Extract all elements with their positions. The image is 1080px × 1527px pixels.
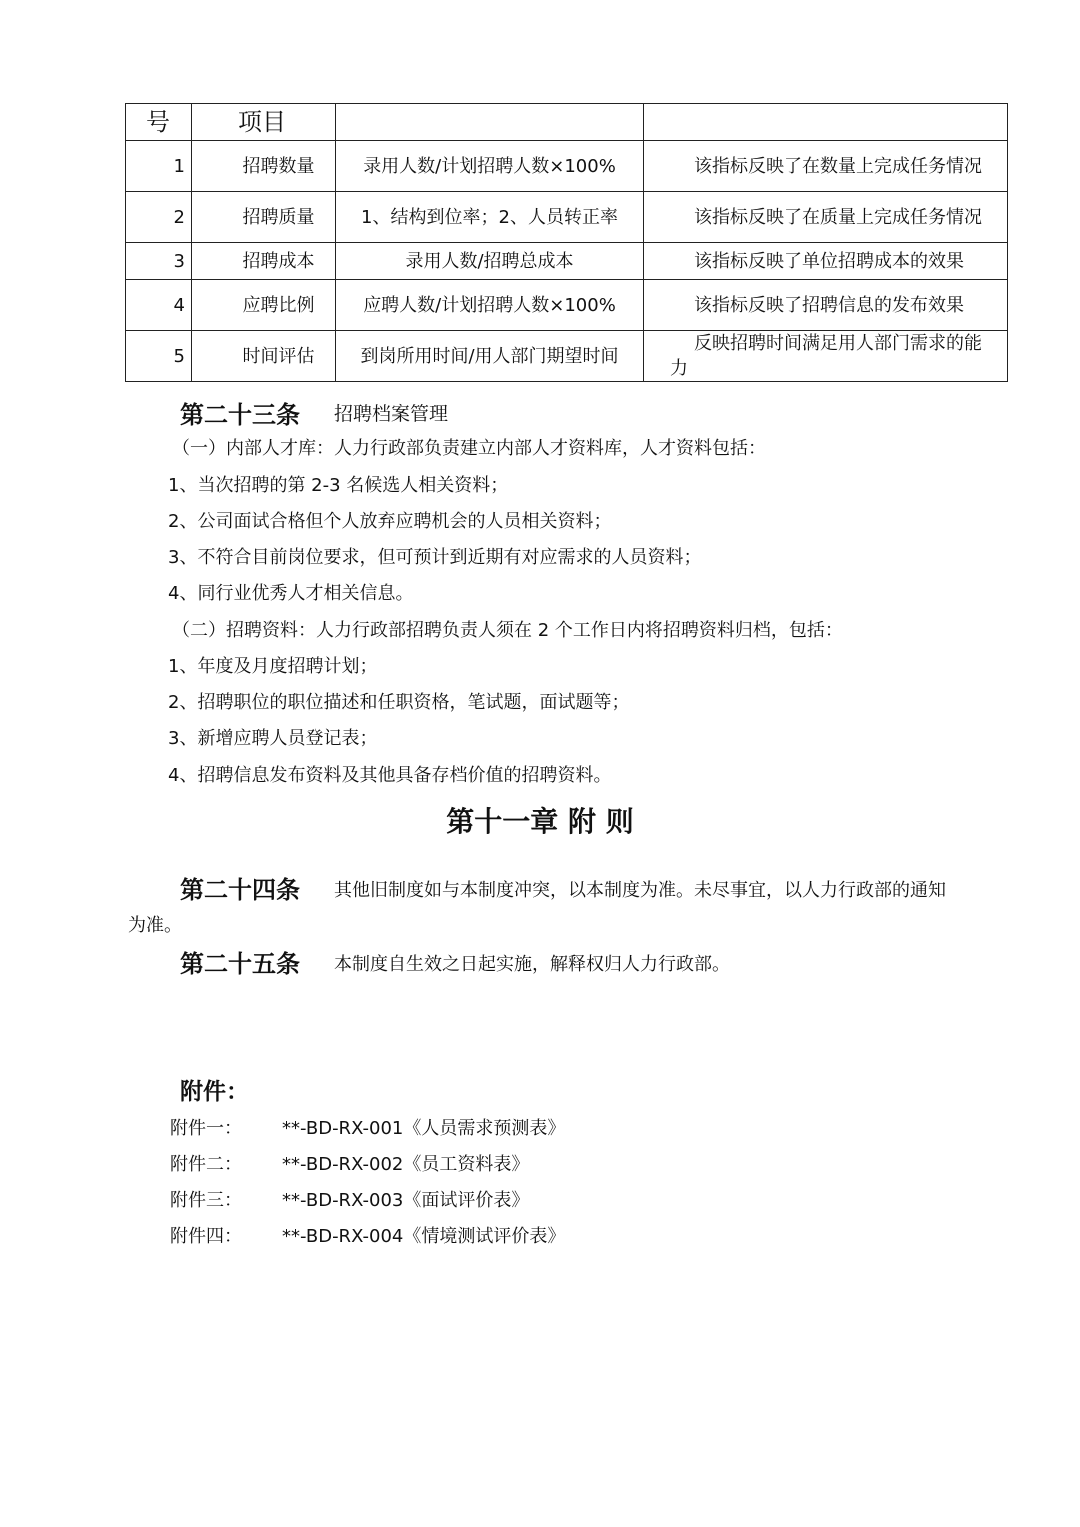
list-item: 1、年度及月度招聘计划；: [168, 656, 378, 677]
attachment-label: 附件一：: [170, 1118, 242, 1139]
header-formula: [336, 104, 644, 141]
row-item: 招聘质量: [192, 192, 336, 243]
table-header-row: [126, 104, 1008, 141]
attachment-code: **-BD-RX-001《人员需求预测表》: [282, 1118, 566, 1139]
attachment-label: 附件三：: [170, 1190, 242, 1211]
attachment-code: **-BD-RX-004《情境测试评价表》: [282, 1226, 566, 1247]
header-no: 号: [126, 104, 192, 141]
article25-title: 第二十五条: [180, 950, 300, 978]
row-desc: 该指标反映了在数量上完成任务情况: [644, 141, 1008, 192]
attachment-label: 附件四：: [170, 1226, 242, 1247]
row-desc: 反映招聘时间满足用人部门需求的能力: [644, 331, 1008, 382]
row-item: 招聘数量: [192, 141, 336, 192]
row-formula: 1、结构到位率；2、人员转正率: [336, 192, 644, 243]
row-desc: 该指标反映了招聘信息的发布效果: [644, 280, 1008, 331]
row-formula: 录用人数/招聘总成本: [336, 243, 644, 280]
article24-text-line1: 其他旧制度如与本制度冲突，以本制度为准。未尽事宜，以人力行政部的通知: [334, 880, 946, 901]
header-item: 项目: [192, 104, 336, 141]
attachments-heading: 附件：: [180, 1079, 249, 1105]
row-desc: 该指标反映了单位招聘成本的效果: [644, 243, 1008, 280]
header-desc: [644, 104, 1008, 141]
article25-text: 本制度自生效之日起实施，解释权归人力行政部。: [334, 954, 730, 975]
list-item: 2、公司面试合格但个人放弃应聘机会的人员相关资料；: [168, 511, 612, 532]
row-no: 3: [126, 243, 192, 280]
article23-title: 第二十三条: [180, 401, 300, 429]
row-item: 时间评估: [192, 331, 336, 382]
list-item: 3、新增应聘人员登记表；: [168, 728, 378, 749]
article24-title: 第二十四条: [180, 876, 300, 904]
row-item: 应聘比例: [192, 280, 336, 331]
row-formula: 到岗所用时间/用人部门期望时间: [336, 331, 644, 382]
list-item: 4、同行业优秀人才相关信息。: [168, 583, 414, 604]
row-no: 5: [126, 331, 192, 382]
attachment-code: **-BD-RX-003《面试评价表》: [282, 1190, 530, 1211]
list-item: 1、当次招聘的第 2-3 名候选人相关资料；: [168, 475, 509, 496]
table-row: [126, 280, 1008, 331]
row-desc: 该指标反映了在质量上完成任务情况: [644, 192, 1008, 243]
chapter-title: 第十一章 附 则: [446, 805, 634, 838]
table-row: [126, 243, 1008, 280]
attachment-code: **-BD-RX-002《员工资料表》: [282, 1154, 530, 1175]
row-item: 招聘成本: [192, 243, 336, 280]
row-no: 2: [126, 192, 192, 243]
table-row: [126, 141, 1008, 192]
table-row: [126, 192, 1008, 243]
article23-part1-heading: （一）内部人才库：人力行政部负责建立内部人才资料库，人才资料包括：: [172, 438, 766, 459]
list-item: 3、不符合目前岗位要求，但可预计到近期有对应需求的人员资料；: [168, 547, 702, 568]
row-no: 1: [126, 141, 192, 192]
article23-subtitle: 招聘档案管理: [334, 403, 449, 425]
article23-part2-heading: （二）招聘资料：人力行政部招聘负责人须在 2 个工作日内将招聘资料归档，包括：: [172, 620, 843, 641]
table-row: [126, 331, 1008, 382]
recruitment-metrics-table: [125, 103, 1008, 382]
row-no: 4: [126, 280, 192, 331]
article24-text-line2: 为准。: [128, 915, 182, 936]
row-formula: 应聘人数/计划招聘人数×100%: [336, 280, 644, 331]
attachment-label: 附件二：: [170, 1154, 242, 1175]
row-formula: 录用人数/计划招聘人数×100%: [336, 141, 644, 192]
list-item: 4、招聘信息发布资料及其他具备存档价值的招聘资料。: [168, 765, 612, 786]
list-item: 2、招聘职位的职位描述和任职资格，笔试题，面试题等；: [168, 692, 630, 713]
